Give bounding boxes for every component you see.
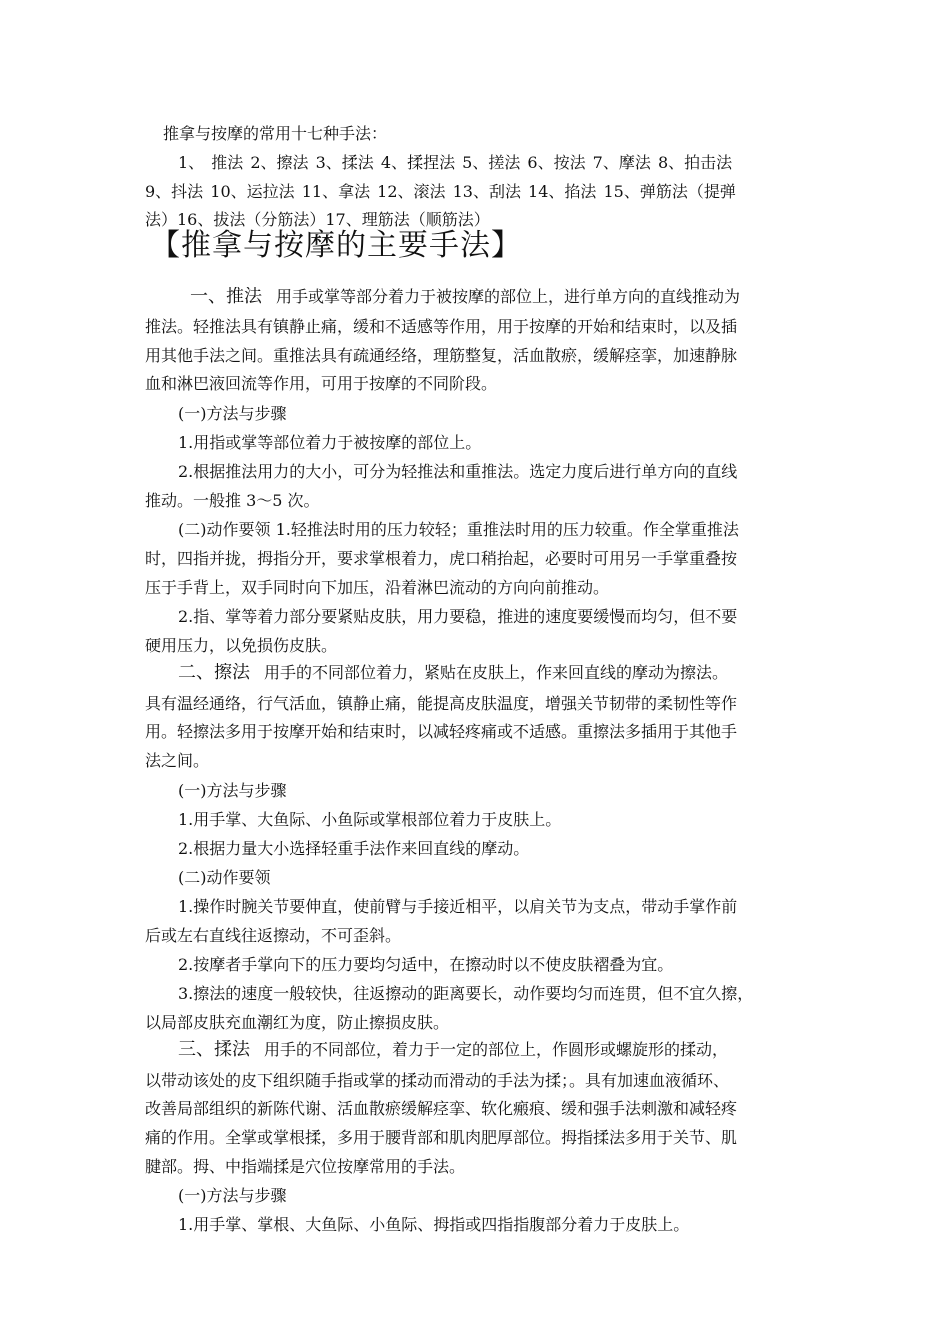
main-heading: 【推拿与按摩的主要手法】	[150, 228, 522, 263]
section1-line: 血和淋巴液回流等作用，可用于按摩的不同阶段。	[145, 374, 498, 393]
section1-subheading: (一)方法与步骤	[178, 404, 287, 423]
section2-subheading: (二)动作要领	[178, 868, 271, 887]
section3-line: 痛的作用。全掌或掌根揉，多用于腰背部和肌肉肥厚部位。拇指揉法多用于关节、肌	[145, 1128, 738, 1147]
section2-line: 1.用手掌、大鱼际、小鱼际或掌根部位着力于皮肤上。	[178, 810, 562, 829]
section1-line: 推动。一般推 3～5 次。	[145, 491, 320, 510]
section2-heading: 二、擦法	[178, 663, 250, 683]
section3-subheading: (一)方法与步骤	[178, 1186, 287, 1205]
section1-heading: 一、推法	[190, 287, 262, 307]
section2-line: 用手的不同部位着力，紧贴在皮肤上，作来回直线的摩动为擦法。	[264, 663, 729, 682]
section2-line: 2.按摩者手掌向下的压力要均匀适中，在擦动时以不使皮肤褶叠为宜。	[178, 955, 674, 974]
section2-line: 后或左右直线往返擦动，不可歪斜。	[145, 926, 402, 945]
section2-line: 用。轻擦法多用于按摩开始和结束时，以减轻疼痛或不适感。重擦法多插用于其他手	[145, 722, 738, 741]
section1-line: 压于手背上，双手同时向下加压，沿着淋巴流动的方向向前推动。	[145, 578, 610, 597]
section3-line: 改善局部组织的新陈代谢、活血散瘀缓解痉挛、软化瘢痕、缓和强手法刺激和减轻疼	[145, 1099, 738, 1118]
section2-subheading: (一)方法与步骤	[178, 781, 287, 800]
section1-first-line	[190, 287, 815, 307]
section1-line: 2.根据推法用力的大小，可分为轻推法和重推法。选定力度后进行单方向的直线	[178, 462, 738, 481]
section1-line: 1.用指或掌等部位着力于被按摩的部位上。	[178, 433, 482, 452]
section3-line: 用手的不同部位，着力于一定的部位上，作圆形或螺旋形的揉动，	[264, 1040, 729, 1059]
section2-line: 3.擦法的速度一般较快，往返擦动的距离要长，动作要均匀而连贯，但不宜久擦，	[178, 984, 754, 1003]
section2-line: 以局部皮肤充血潮红为度，防止擦损皮肤。	[145, 1013, 450, 1032]
section3-line: 以带动该处的皮下组织随手指或掌的揉动而滑动的手法为揉；。具有加速血液循环、	[145, 1071, 730, 1090]
section1-line: 时，四指并拢，拇指分开，要求掌根着力，虎口稍抬起，必要时可用另一手掌重叠按	[145, 549, 738, 568]
section1-line: 2.指、掌等着力部分要紧贴皮肤，用力要稳，推进的速度要缓慢而均匀，但不要	[178, 607, 738, 626]
section2-line: 1.操作时腕关节要伸直，使前臂与手接近相平，以肩关节为支点，带动手掌作前	[178, 897, 738, 916]
intro-list-line-2: 9、抖法 10、运拉法 11、拿法 12、滚法 13、刮法 14、掐法 15、弹筋法（提弹	[145, 182, 736, 201]
section1-line: 用其他手法之间。重推法具有疏通经络，理筋整复，活血散瘀，缓解痉挛，加速静脉	[145, 346, 738, 365]
section2-line: 具有温经通络，行气活血，镇静止痛，能提高皮肤温度，增强关节韧带的柔韧性等作	[145, 694, 738, 713]
section1-line: 硬用压力，以免损伤皮肤。	[145, 636, 338, 655]
section3-line: 1.用手掌、掌根、大鱼际、小鱼际、拇指或四指指腹部分着力于皮肤上。	[178, 1215, 690, 1234]
section2-line: 法之间。	[145, 751, 210, 770]
section3-first-line	[178, 1040, 815, 1060]
section1-line: 推法。轻推法具有镇静止痛，缓和不适感等作用，用于按摩的开始和结束时，以及插	[145, 317, 738, 336]
section2-line: 2.根据力量大小选择轻重手法作来回直线的摩动。	[178, 839, 530, 858]
section3-line: 腱部。拇、中指端揉是穴位按摩常用的手法。	[145, 1157, 466, 1176]
intro-title: 推拿与按摩的常用十七种手法：	[163, 124, 388, 143]
section1-line: (二)动作要领 1.轻推法时用的压力较轻；重推法时用的压力较重。作全掌重推法	[178, 520, 739, 539]
intro-list-line-3: 法）16、拔法（分筋法）17、理筋法（顺筋法）	[145, 210, 490, 229]
section2-first-line	[178, 663, 815, 683]
intro-list-line-1: 1、 推法 2、擦法 3、揉法 4、揉捏法 5、搓法 6、按法 7、摩法 8、拍击法	[178, 153, 733, 172]
section3-heading: 三、揉法	[178, 1040, 250, 1060]
section1-line: 用手或掌等部分着力于被按摩的部位上，进行单方向的直线推动为	[276, 287, 741, 306]
